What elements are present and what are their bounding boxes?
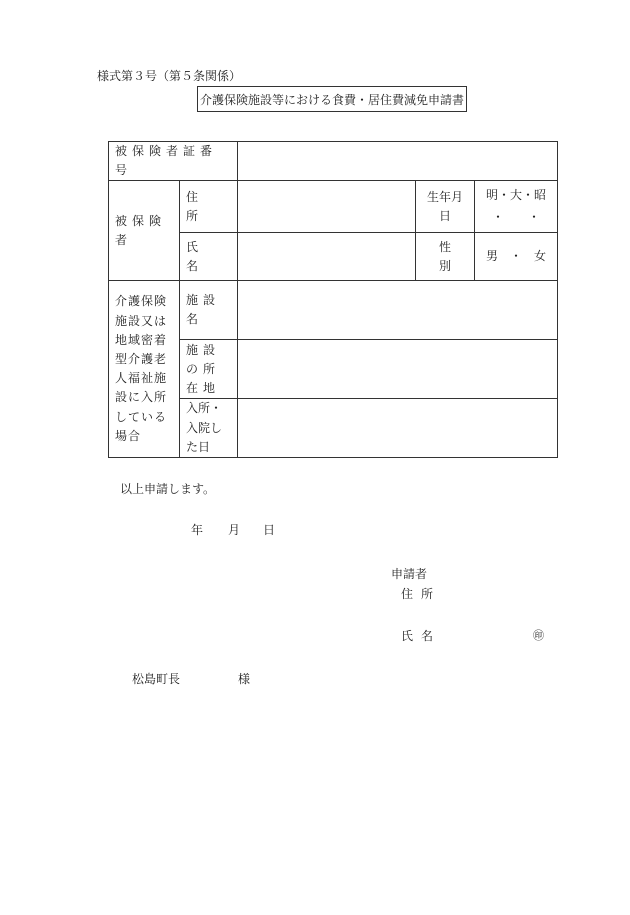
name-field[interactable] bbox=[238, 233, 416, 281]
seal-mark: ㊞ bbox=[533, 629, 544, 642]
gender-field[interactable]: 男 ・ 女 bbox=[475, 233, 558, 281]
insured-number-field[interactable] bbox=[238, 142, 558, 181]
request-statement: 以上申請します。 bbox=[120, 482, 216, 496]
date-year-label: 年 bbox=[191, 523, 204, 537]
birthdate-era-options: 明・大・昭 bbox=[486, 188, 547, 203]
insured-label: 被保険者 bbox=[109, 181, 180, 281]
birthdate-separators: ・ ・ bbox=[492, 209, 541, 224]
applicant-label: 申請者 bbox=[391, 567, 428, 581]
form-number: 様式第３号（第５条関係） bbox=[97, 69, 242, 83]
birthdate-label: 生年月日 bbox=[416, 181, 475, 233]
facility-name-field[interactable] bbox=[238, 281, 558, 340]
application-table bbox=[108, 141, 558, 458]
gender-label: 性 別 bbox=[416, 233, 475, 281]
recipient-name: 松島町長 bbox=[132, 672, 181, 686]
insured-number-label: 被保険者証番号 bbox=[109, 142, 238, 181]
admission-date-field[interactable] bbox=[238, 399, 558, 458]
facility-name-label: 施設名 bbox=[180, 281, 238, 340]
form-title: 介護保険施設等における食費・居住費減免申請書 bbox=[197, 86, 467, 112]
birthdate-field[interactable] bbox=[475, 181, 558, 233]
admission-date-label: 入所・入院した日 bbox=[180, 399, 238, 458]
recipient-honorific: 様 bbox=[238, 672, 251, 686]
address-label: 住 所 bbox=[180, 181, 238, 233]
table-row bbox=[109, 281, 558, 340]
facility-location-label: 施設の所在地 bbox=[180, 340, 238, 399]
applicant-name-label: 氏名 bbox=[401, 629, 442, 643]
name-label: 氏 名 bbox=[180, 233, 238, 281]
address-field[interactable] bbox=[238, 181, 416, 233]
applicant-address-label: 住所 bbox=[401, 587, 442, 601]
table-row bbox=[109, 181, 558, 233]
date-month-label: 月 bbox=[228, 523, 241, 537]
facility-location-field[interactable] bbox=[238, 340, 558, 399]
date-day-label: 日 bbox=[263, 523, 276, 537]
facility-section-label: 介護保険施設又は地域密着型介護老人福祉施設に入所している場合 bbox=[109, 281, 180, 458]
table-row bbox=[109, 142, 558, 181]
